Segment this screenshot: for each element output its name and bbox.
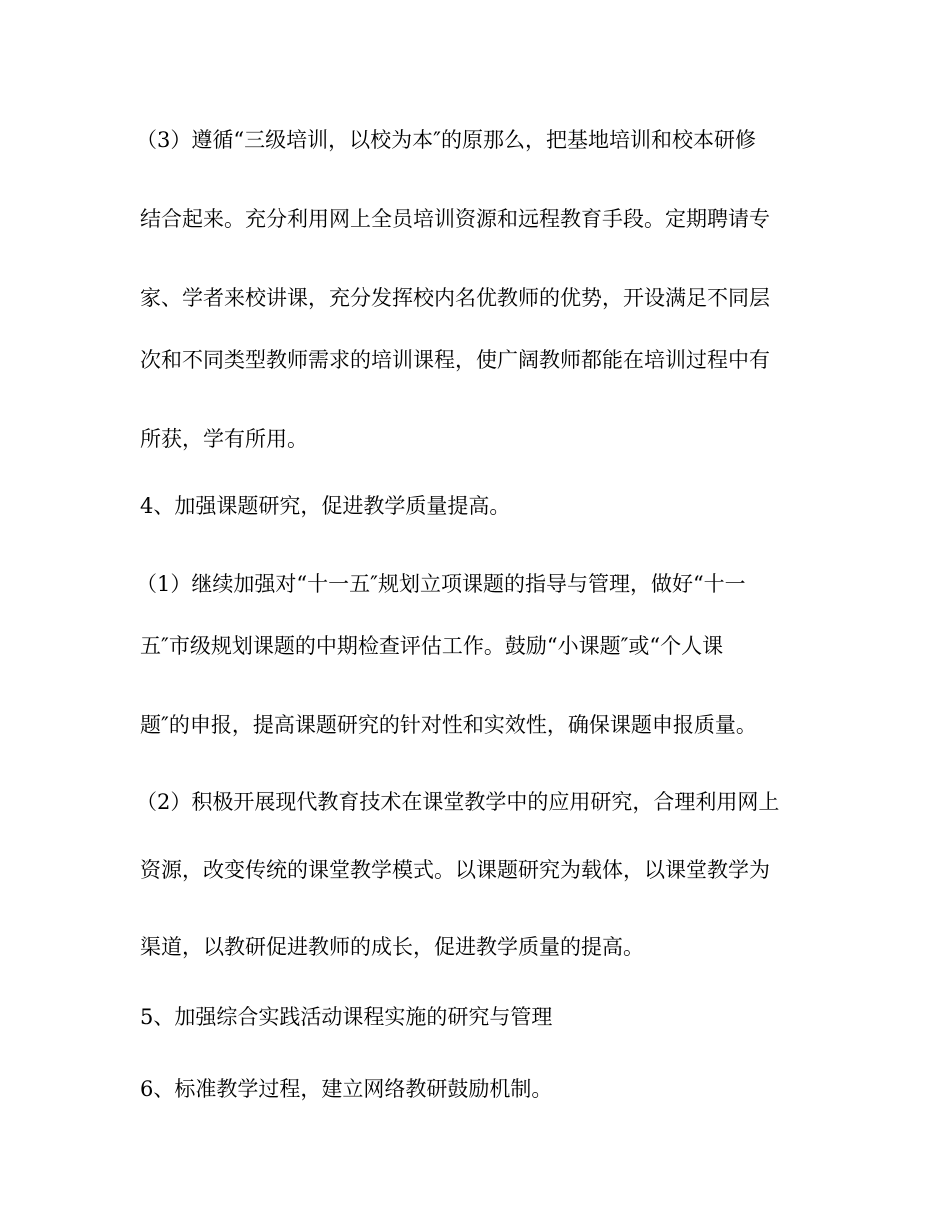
section-heading: 6、标准教学过程，建立网络教研鼓励机制。: [140, 1077, 553, 1101]
paragraph-line: 家、学者来校讲课，充分发挥校内名优教师的优势，开设满足不同层: [140, 286, 770, 310]
paragraph-line: （2）积极开展现代教育技术在课堂教学中的应用研究，合理利用网上: [136, 790, 780, 814]
paragraph-line: 资源，改变传统的课堂教学模式。以课题研究为载体，以课堂教学为: [140, 858, 770, 882]
paragraph-line: 所获，学有所用。: [140, 427, 308, 451]
paragraph-line: 题″的申报，提高课题研究的针对性和实效性，确保课题申报质量。: [140, 713, 757, 737]
paragraph-line: （1）继续加强对“十一五″规划立项课题的指导与管理，做好“十一: [136, 572, 746, 596]
paragraph-line: （3）遵循“三级培训，以校为本″的原那么，把基地培训和校本研修: [136, 128, 756, 152]
paragraph-line: 渠道，以教研促进教师的成长，促进教学质量的提高。: [140, 935, 644, 959]
paragraph-line: 次和不同类型教师需求的培训课程，使广阔教师都能在培训过程中有: [140, 348, 770, 372]
section-heading: 5、加强综合实践活动课程实施的研究与管理: [140, 1005, 553, 1029]
paragraph-line: 结合起来。充分利用网上全员培训资源和远程教育手段。定期聘请专: [140, 207, 770, 231]
paragraph-line: 五″市级规划课题的中期检查评估工作。鼓励“小课题″或“个人课: [140, 634, 724, 658]
section-heading: 4、加强课题研究，促进教学质量提高。: [140, 494, 511, 518]
